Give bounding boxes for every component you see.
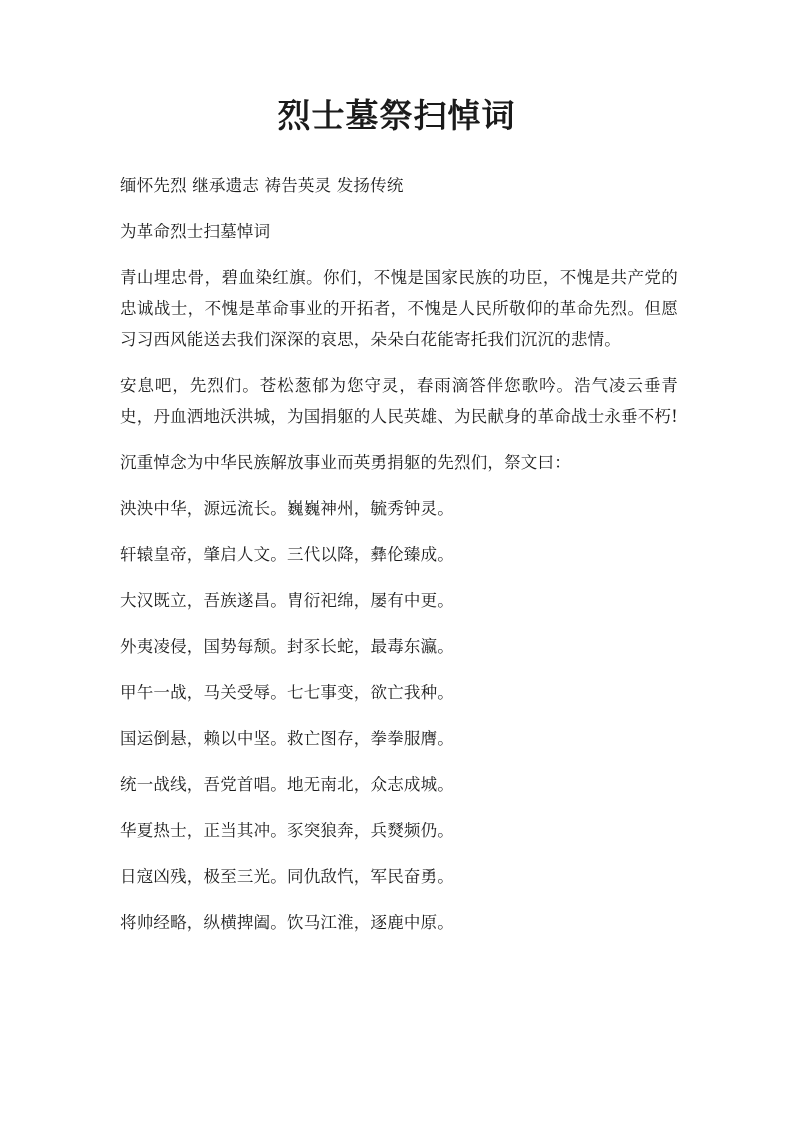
verse-line: 国运倒悬，赖以中坚。救亡图存，拳拳服膺。 xyxy=(120,729,454,748)
verse-line: 泱泱中华，源远流长。巍巍神州，毓秀钟灵。 xyxy=(120,499,454,518)
verse-line: 轩辕皇帝，肇启人文。三代以降，彝伦臻成。 xyxy=(120,545,454,564)
document-title: 烈士墓祭扫悼词 xyxy=(277,96,516,135)
verse-line: 日寇凶残，极至三光。同仇敌忾，军民奋勇。 xyxy=(120,867,454,886)
section-heading: 为革命烈士扫墓悼词 xyxy=(120,222,271,241)
verse-line: 统一战线，吾党首唱。地无南北，众志成城。 xyxy=(120,775,454,794)
document-body xyxy=(120,170,678,953)
subtitle-slogan: 缅怀先烈 继承遗志 祷告英灵 发扬传统 xyxy=(120,176,404,195)
verse-line: 外夷凌侵，国势每颓。封豕长蛇，最毒东瀛。 xyxy=(120,637,454,656)
verse-line: 大汉既立，吾族遂昌。胄衍祀绵，屡有中更。 xyxy=(120,591,454,610)
body-paragraph: 青山埋忠骨，碧血染红旗。你们，不愧是国家民族的功臣，不愧是共产党的忠诚战士，不愧是革命事业的开拓者，不愧是人民所敬仰的革命先烈。但愿习习西风能送去我们深深的哀思，朵朵白花能寄托我们沉沉的悲情。 xyxy=(120,268,678,349)
body-paragraph: 安息吧，先烈们。苍松葱郁为您守灵，春雨滴答伴您歌吟。浩气凌云垂青史，丹血洒地沃洪城，为国捐躯的人民英雄、为民献身的革命战士永垂不朽! xyxy=(120,376,678,426)
verse-line: 甲午一战，马关受辱。七七事变，欲亡我种。 xyxy=(120,683,454,702)
body-paragraph: 沉重悼念为中华民族解放事业而英勇捐躯的先烈们，祭文曰： xyxy=(120,453,571,472)
verse-line: 华夏热士，正当其冲。豕突狼奔，兵燹频仍。 xyxy=(120,821,454,840)
verse-line: 将帅经略，纵横捭阖。饮马江淮，逐鹿中原。 xyxy=(120,913,454,932)
